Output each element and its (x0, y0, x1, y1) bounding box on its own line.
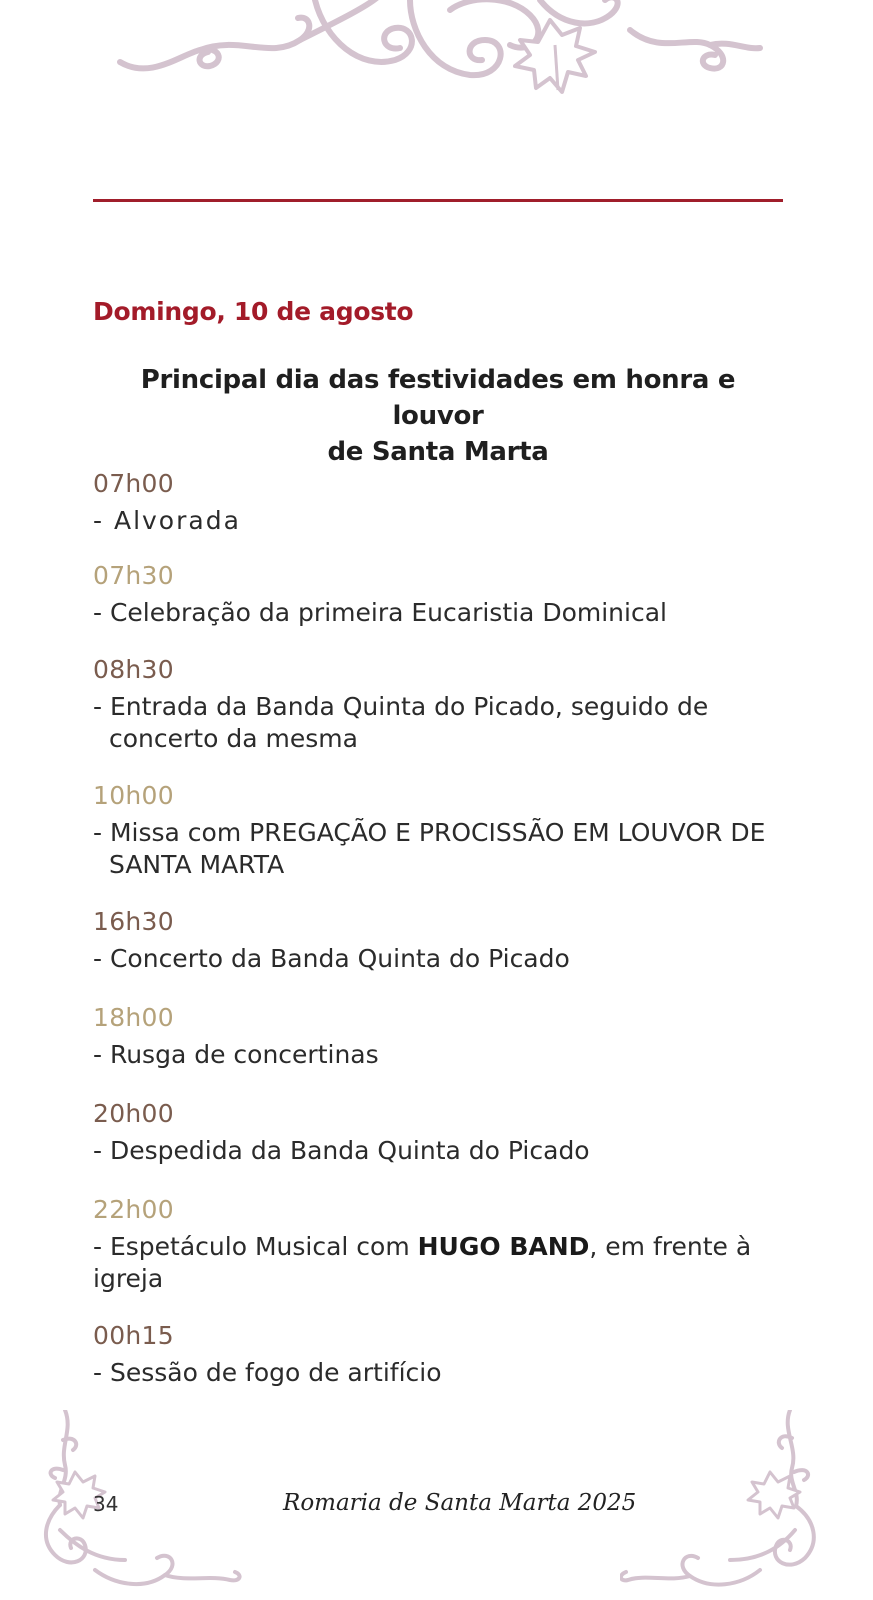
entry-description: - Entrada da Banda Quinta do Picado, seguido de concerto da mesma (93, 692, 709, 753)
entry-description (93, 1231, 793, 1295)
entry-description: - Concerto da Banda Quinta do Picado (93, 944, 570, 973)
entry-time: 16h30 (93, 907, 174, 936)
subtitle-line-2: de Santa Marta (327, 437, 549, 467)
entry-description: - Missa com PREGAÇÃO E PROCISSÃO EM LOUVOR DE SANTA MARTA (93, 818, 766, 879)
entry-time: 20h00 (93, 1099, 174, 1128)
schedule-entry (93, 655, 793, 755)
publication-title: Romaria de Santa Marta 2025 (283, 1490, 637, 1516)
entry-time: 00h15 (93, 1321, 174, 1350)
entry-time: 08h30 (93, 655, 174, 684)
entry-time: 07h30 (93, 561, 174, 590)
day-title: Domingo, 10 de agosto (93, 297, 414, 326)
schedule-entry (93, 1195, 793, 1295)
schedule-entry (93, 907, 793, 975)
entry-time: 18h00 (93, 1003, 174, 1032)
entry-time: 07h00 (93, 469, 174, 498)
band-name: HUGO BAND (417, 1232, 590, 1261)
entry-description: - Celebração da primeira Eucaristia Dominical (93, 598, 667, 627)
schedule-list (93, 469, 793, 1389)
top-vine-ornament-icon (110, 0, 770, 115)
bottom-right-vine-ornament-icon (620, 1410, 840, 1595)
schedule-entry (93, 469, 793, 537)
entry-description: - Rusga de concertinas (93, 1040, 379, 1069)
schedule-entry (93, 781, 793, 881)
entry-description: - Alvorada (93, 506, 241, 535)
schedule-entry (93, 561, 793, 629)
header-divider (93, 199, 783, 202)
entry-description: - Sessão de fogo de artifício (93, 1358, 442, 1387)
page-number: 34 (93, 1492, 119, 1516)
subtitle-line-1: Principal dia das festividades em honra e louvor (140, 365, 736, 431)
bottom-left-vine-ornament-icon (35, 1410, 245, 1595)
entry-description-start: - Espetáculo Musical com (93, 1232, 418, 1261)
schedule-entry (93, 1099, 793, 1167)
entry-time: 22h00 (93, 1195, 174, 1224)
schedule-entry (93, 1321, 793, 1389)
entry-description: - Despedida da Banda Quinta do Picado (93, 1136, 590, 1165)
entry-time: 10h00 (93, 781, 174, 810)
page-subtitle (93, 362, 783, 470)
schedule-entry (93, 1003, 793, 1071)
entry-description-end: , em frente à igreja (93, 1232, 752, 1293)
